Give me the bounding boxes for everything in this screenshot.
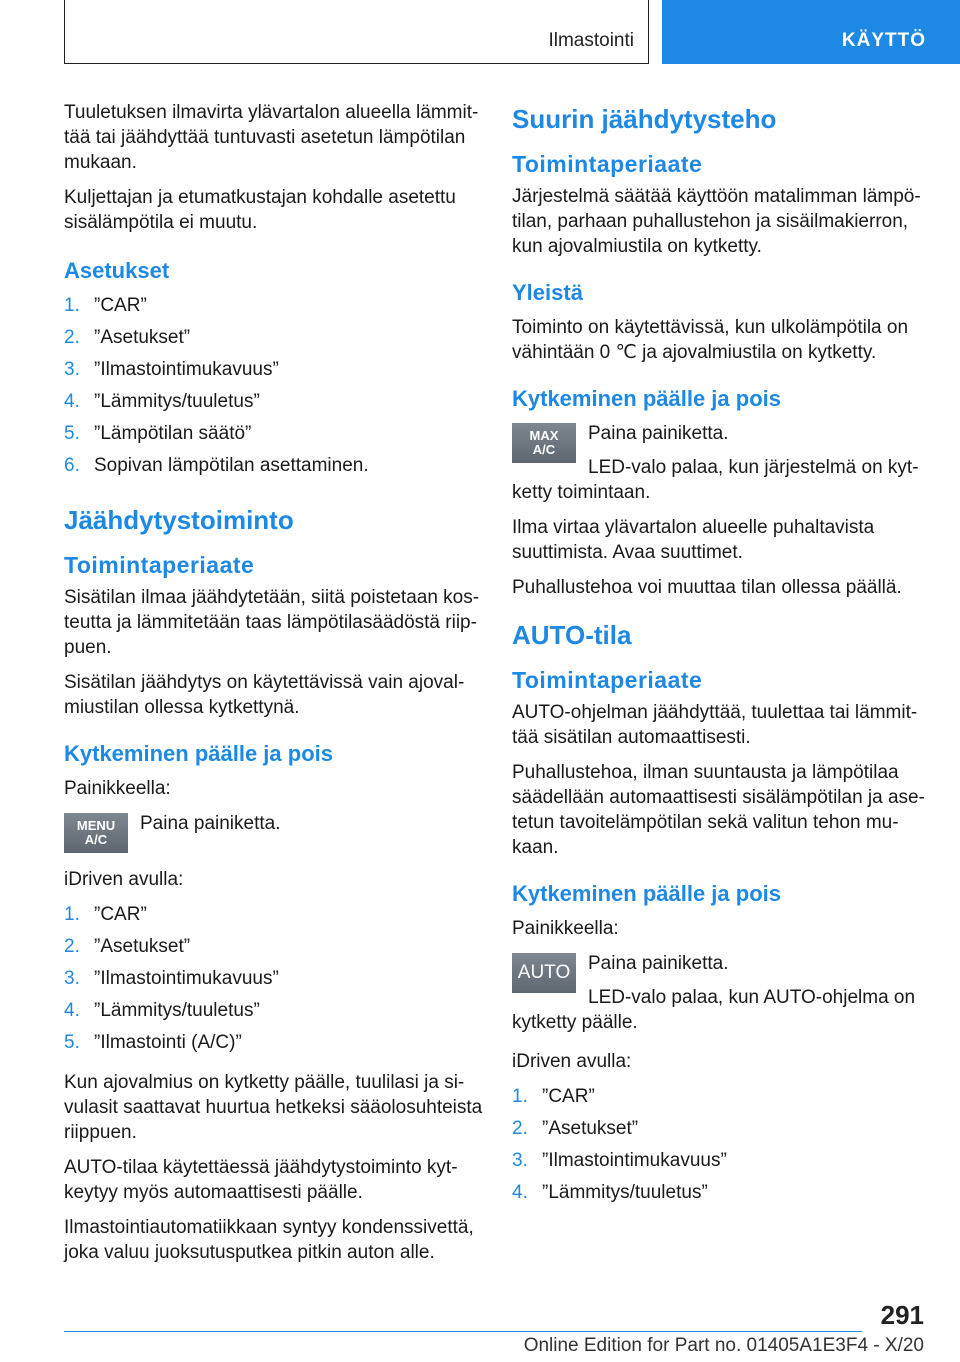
list-item-text: ”Lämpötilan säätö” bbox=[94, 423, 252, 444]
settings-steps-list bbox=[64, 293, 484, 485]
settings-heading: Asetukset bbox=[64, 258, 170, 283]
header-chapter-tab bbox=[662, 0, 960, 64]
auto-press-text: Paina painiketta. bbox=[588, 953, 729, 974]
principle-heading: Toimintaperiaate bbox=[64, 552, 255, 578]
auto-idrive-steps-list bbox=[512, 1084, 928, 1212]
max-principle-heading: Toimintaperiaate bbox=[512, 151, 703, 177]
auto-buttons-label: Painikkeella: bbox=[512, 918, 619, 939]
list-item bbox=[64, 453, 484, 485]
press-button-text: Paina painiketta. bbox=[140, 813, 281, 834]
list-item bbox=[64, 357, 484, 389]
max-ac-button-icon[interactable] bbox=[512, 423, 576, 463]
list-item-text: ”Asetukset” bbox=[94, 936, 191, 957]
list-item bbox=[64, 966, 484, 998]
list-item bbox=[512, 1180, 928, 1212]
auto-idrive-label: iDriven avulla: bbox=[512, 1051, 632, 1072]
max-ac-icon-line2: A/C bbox=[532, 442, 556, 457]
menu-ac-button-row bbox=[64, 811, 484, 853]
list-item-number: 2. bbox=[512, 1118, 528, 1139]
list-item-number: 3. bbox=[512, 1150, 528, 1171]
list-item-text: Sopivan lämpötilan asettaminen. bbox=[94, 455, 369, 476]
menu-ac-button-icon[interactable] bbox=[64, 813, 128, 853]
list-item-number: 5. bbox=[64, 1032, 80, 1053]
list-item bbox=[512, 1084, 928, 1116]
list-item-number: 6. bbox=[64, 455, 80, 476]
list-item bbox=[64, 293, 484, 325]
list-item-number: 2. bbox=[64, 936, 80, 957]
max-press-text: Paina painiketta. bbox=[588, 423, 729, 444]
list-item-number: 4. bbox=[64, 1000, 80, 1021]
left-column bbox=[64, 100, 484, 1275]
after-paragraph-2: AUTO-tilaa käytettäessä jäähdytystoiminto kytkeytyy myös automaattisesti päälle. bbox=[64, 1157, 458, 1203]
cooling-heading: Jäähdytystoiminto bbox=[64, 505, 294, 535]
list-item bbox=[64, 389, 484, 421]
onoff-heading: Kytkeminen päälle ja pois bbox=[64, 741, 333, 766]
list-item-text: ”CAR” bbox=[94, 295, 147, 316]
auto-button-icon[interactable]: AUTO bbox=[512, 953, 576, 993]
list-item-number: 1. bbox=[64, 295, 80, 316]
list-item-text: ”Asetukset” bbox=[94, 327, 191, 348]
list-item-number: 4. bbox=[64, 391, 80, 412]
intro-paragraph-1: Tuuletuksen ilmavirta ylävartalon alueella lämmittää tai jäähdyttää tuntuvasti asetetun lämpötilan mukaan. bbox=[64, 102, 479, 173]
list-item bbox=[64, 934, 484, 966]
after-paragraph-3: Ilmastointiautomatiikkaan syntyy kondenssivettä, joka valuu juoksutusputkea pitkin auton alle. bbox=[64, 1217, 474, 1263]
menu-ac-icon-line1: MENU bbox=[76, 818, 116, 833]
list-item-text: ”CAR” bbox=[542, 1086, 595, 1107]
max-paragraph-2: Puhallustehoa voi muuttaa tilan ollessa päällä. bbox=[512, 577, 902, 598]
list-item-text: ”Asetukset” bbox=[542, 1118, 639, 1139]
list-item-text: ”Ilmastointimukavuus” bbox=[94, 359, 279, 380]
list-item-text: ”Lämmitys/tuuletus” bbox=[94, 1000, 260, 1021]
list-item-text: ”Ilmastointimukavuus” bbox=[94, 968, 279, 989]
footer-divider bbox=[64, 1331, 862, 1332]
max-principle-paragraph: Järjestelmä säätää käyttöön matalimman lämpötilan, parhaan puhallustehon ja sisäilmakierron, kun ajovalmiustila on kytketty. bbox=[512, 186, 921, 257]
list-item bbox=[512, 1148, 928, 1180]
footer-edition: Online Edition for Part no. 01405A1E3F4 - X/20 bbox=[523, 1335, 924, 1356]
buttons-label: Painikkeella: bbox=[64, 778, 171, 799]
list-item-text: ”Lämmitys/tuuletus” bbox=[542, 1182, 708, 1203]
list-item bbox=[64, 998, 484, 1030]
header-section-box bbox=[64, 0, 649, 64]
list-item-number: 1. bbox=[512, 1086, 528, 1107]
list-item bbox=[64, 902, 484, 934]
intro-paragraph-2: Kuljettajan ja etumatkustajan kohdalle asetettu sisälämpötila ei muutu. bbox=[64, 187, 456, 233]
auto-paragraph-2: Puhallustehoa, ilman suuntausta ja lämpötilaa säädellään automaattisesti sisälämpötilan ja asetetun tavoitelämpötilan sekä valitun tehon mukaan. bbox=[512, 762, 925, 858]
page-number: 291 bbox=[880, 1300, 924, 1330]
list-item-number: 3. bbox=[64, 359, 80, 380]
list-item-text: ”Lämmitys/tuuletus” bbox=[94, 391, 260, 412]
list-item-number: 4. bbox=[512, 1182, 528, 1203]
idrive-label: iDriven avulla: bbox=[64, 869, 184, 890]
after-paragraph-1: Kun ajovalmius on kytketty päälle, tuulilasi ja sivulasit saattavat huurtua hetkeksi sääolosuhteista riippuen. bbox=[64, 1072, 483, 1143]
auto-principle-heading: Toimintaperiaate bbox=[512, 667, 703, 693]
list-item bbox=[512, 1116, 928, 1148]
auto-paragraph-1: AUTO-ohjelman jäähdyttää, tuulettaa tai lämmittää sisätilan automaattisesti. bbox=[512, 702, 918, 748]
idrive-steps-list bbox=[64, 902, 484, 1062]
list-item-text: ”CAR” bbox=[94, 904, 147, 925]
list-item-text: ”Ilmastointi (A/C)” bbox=[94, 1032, 242, 1053]
list-item-number: 3. bbox=[64, 968, 80, 989]
principle-paragraph-2: Sisätilan jäähdytys on käytettävissä vain ajovalmiustilan ollessa kytkettynä. bbox=[64, 672, 465, 718]
header-chapter-title: KÄYTTÖ bbox=[841, 30, 926, 51]
list-item-number: 5. bbox=[64, 423, 80, 444]
right-column bbox=[512, 100, 928, 1220]
auto-heading: AUTO-tila bbox=[512, 620, 632, 650]
list-item-number: 1. bbox=[64, 904, 80, 925]
list-item bbox=[64, 421, 484, 453]
principle-paragraph-1: Sisätilan ilmaa jäähdytetään, siitä poistetaan kosteutta ja lämmitetään taas lämpötilasäädöstä riippuen. bbox=[64, 587, 480, 658]
auto-led-text: LED-valo palaa, kun AUTO-ohjelma on kytketty päälle. bbox=[512, 987, 916, 1033]
auto-onoff-heading: Kytkeminen päälle ja pois bbox=[512, 881, 781, 906]
header-section-title: Ilmastointi bbox=[548, 30, 634, 51]
max-onoff-heading: Kytkeminen päälle ja pois bbox=[512, 386, 781, 411]
general-heading: Yleistä bbox=[512, 280, 583, 305]
list-item bbox=[64, 1030, 484, 1062]
list-item bbox=[64, 325, 484, 357]
list-item-text: ”Ilmastointimukavuus” bbox=[542, 1150, 727, 1171]
list-item-number: 2. bbox=[64, 327, 80, 348]
menu-ac-icon-line2: A/C bbox=[84, 832, 108, 847]
max-paragraph-1: Ilma virtaa ylävartalon alueelle puhaltavista suuttimista. Avaa suuttimet. bbox=[512, 517, 875, 563]
max-ac-icon-line1: MAX bbox=[529, 428, 559, 443]
general-paragraph: Toiminto on käytettävissä, kun ulkolämpötila on vähintään 0 ℃ ja ajovalmiustila on kytketty. bbox=[512, 317, 909, 363]
max-led-text: LED-valo palaa, kun järjestelmä on kytketty toimintaan. bbox=[512, 457, 919, 503]
max-cooling-heading: Suurin jäähdytysteho bbox=[512, 104, 777, 134]
